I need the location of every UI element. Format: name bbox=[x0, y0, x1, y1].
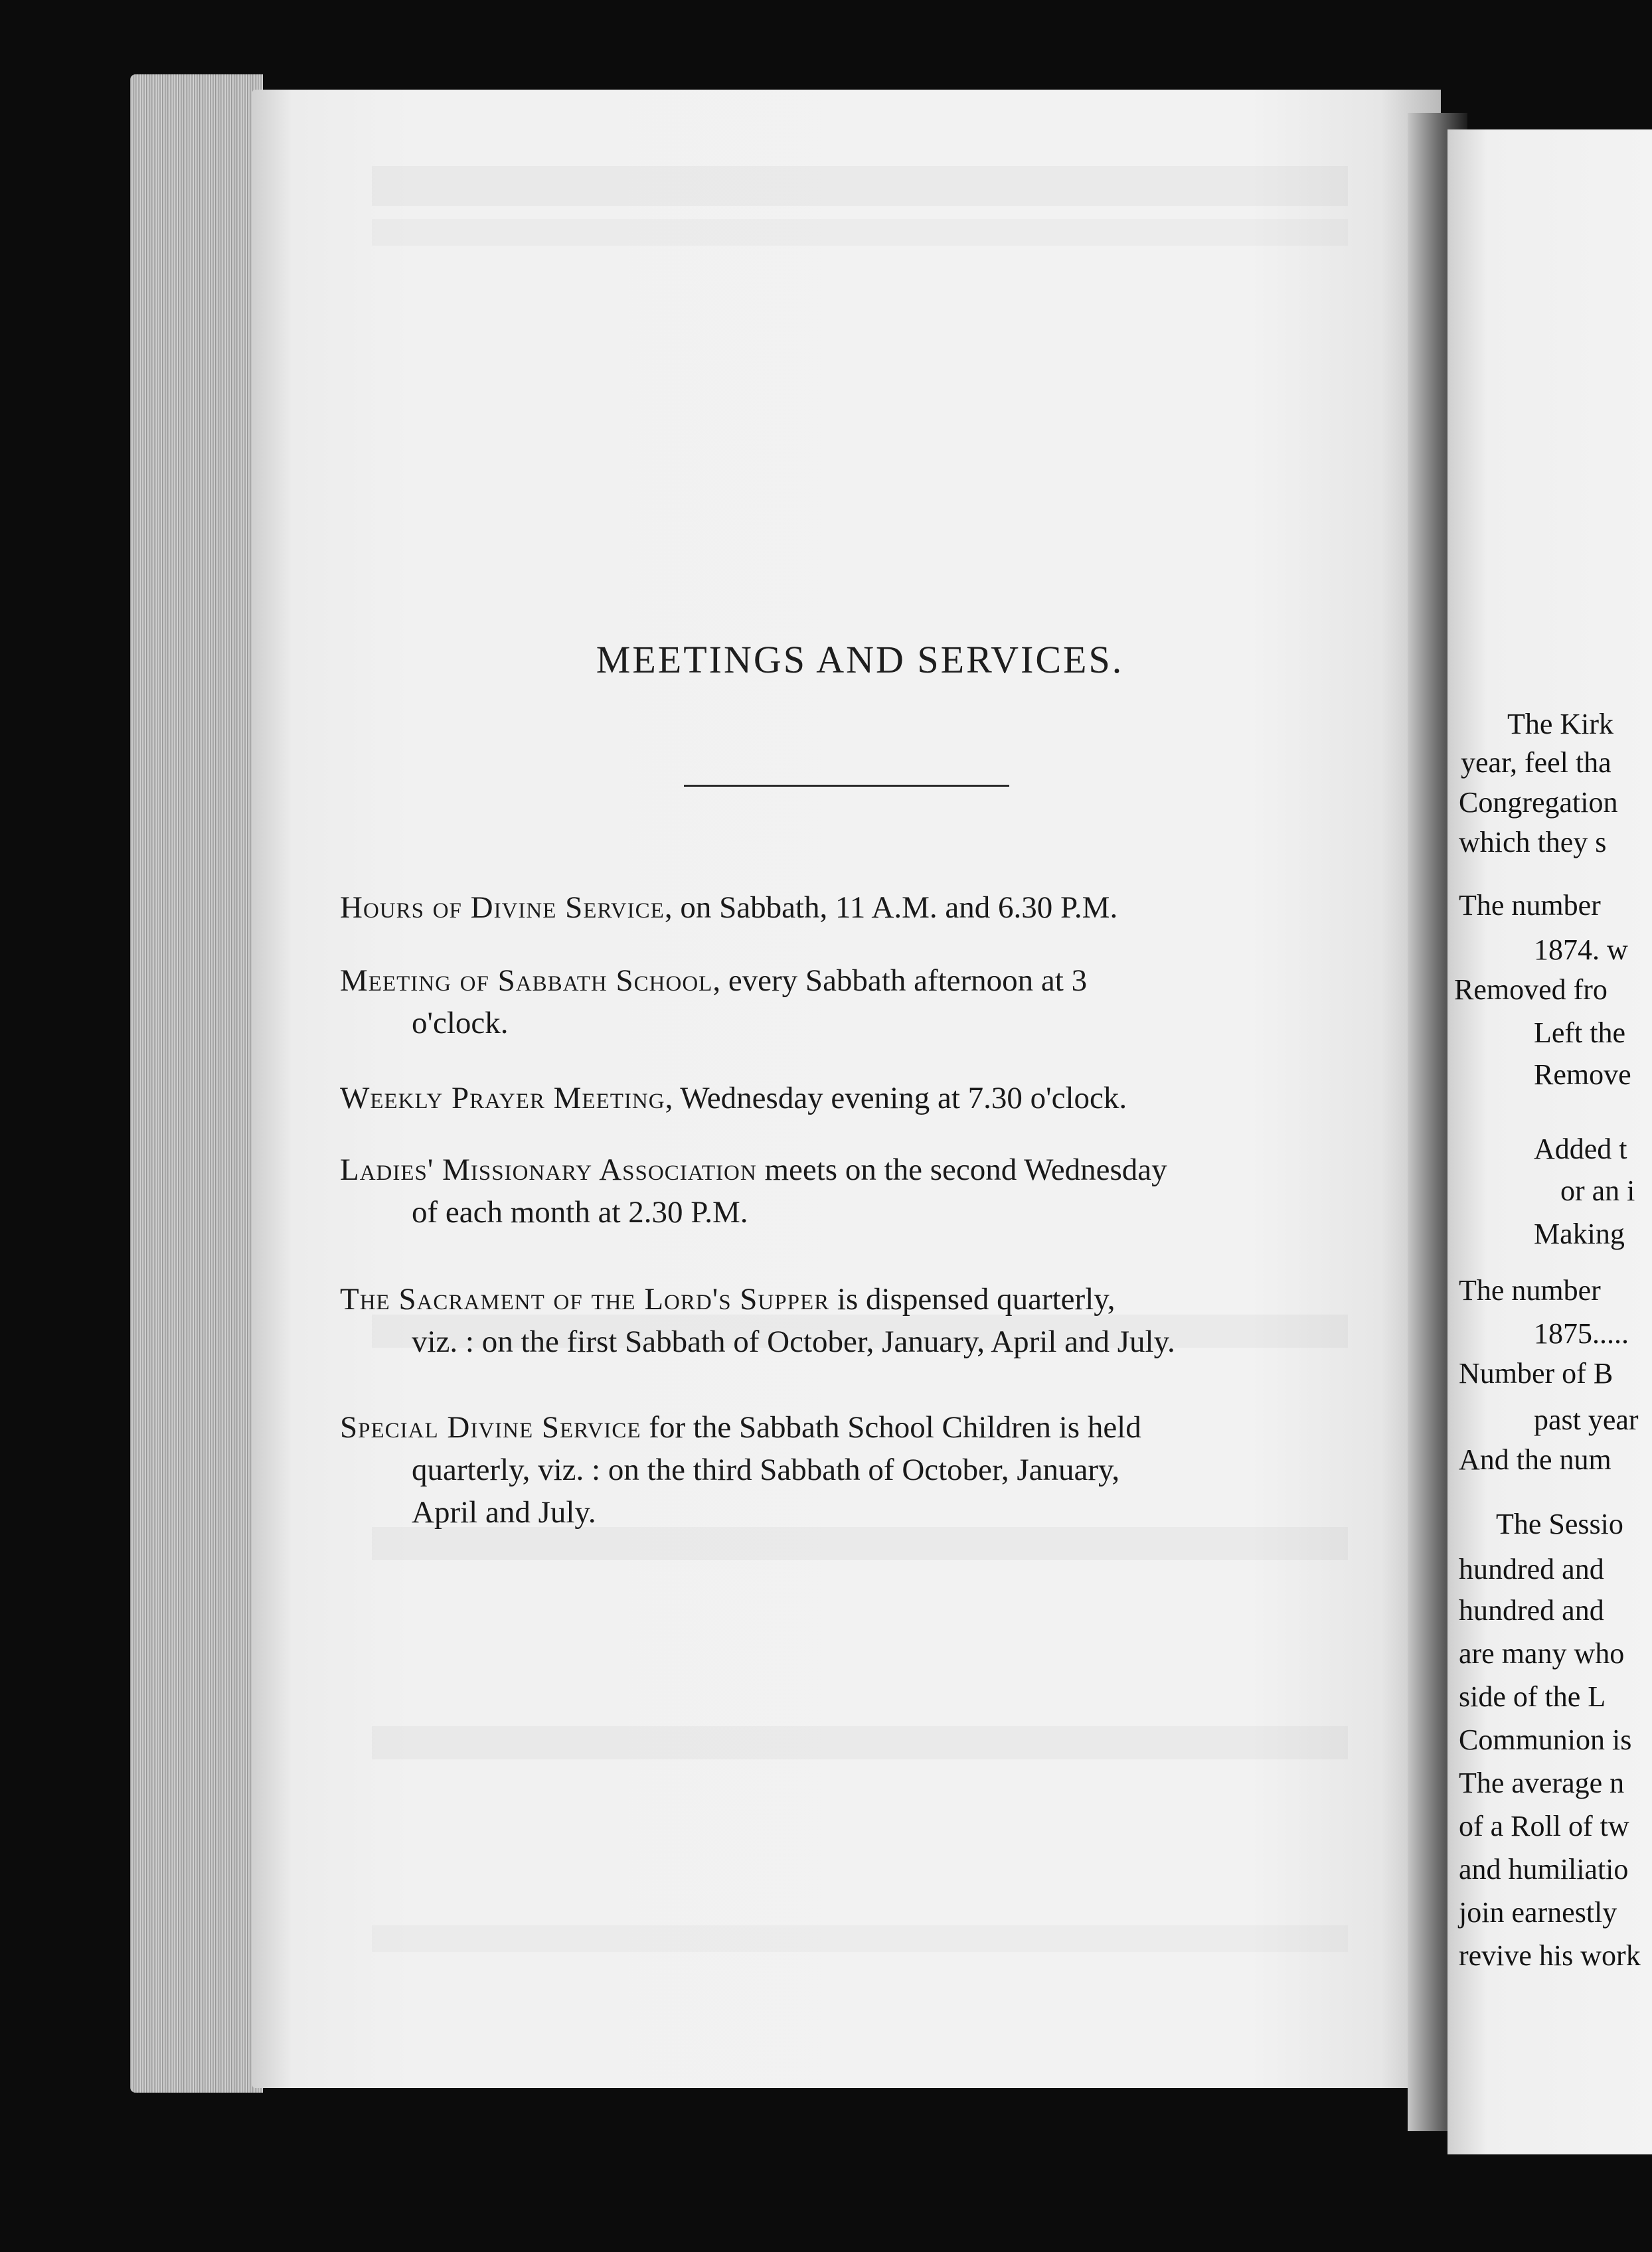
right-line: Added t bbox=[1534, 1133, 1627, 1165]
entry-missionary-association bbox=[340, 1149, 1343, 1234]
title-rule bbox=[684, 785, 1009, 787]
right-line: 1875..... bbox=[1534, 1317, 1629, 1350]
entry-lead: The Sacrament of the Lord's Supper bbox=[340, 1282, 830, 1317]
right-line: Remove bbox=[1534, 1058, 1631, 1091]
entry-lead: Meeting of Sabbath School bbox=[340, 963, 713, 998]
entry-text: for the Sabbath School Children is held bbox=[641, 1410, 1141, 1445]
right-line: The Kirk bbox=[1507, 708, 1614, 740]
right-line: Communion is bbox=[1459, 1724, 1632, 1756]
right-line: join earnestly bbox=[1459, 1896, 1617, 1929]
right-line: The Sessio bbox=[1496, 1508, 1623, 1540]
right-line: The average n bbox=[1459, 1767, 1625, 1799]
entry-continuation: of each month at 2.30 P.M. bbox=[412, 1195, 748, 1230]
right-line: 1874. w bbox=[1534, 933, 1628, 966]
entry-continuation: quarterly, viz. : on the third Sabbath of October, January, bbox=[412, 1453, 1120, 1487]
right-line: are many who bbox=[1459, 1637, 1625, 1670]
right-line: past year bbox=[1534, 1404, 1639, 1436]
entry-text: meets on the second Wednesday bbox=[756, 1153, 1167, 1187]
right-line: year, feel tha bbox=[1461, 746, 1611, 779]
entry-text: , on Sabbath, 11 A.M. and 6.30 P.M. bbox=[664, 890, 1118, 925]
right-line: which they s bbox=[1459, 826, 1607, 858]
right-line: Making bbox=[1534, 1218, 1625, 1250]
entry-continuation: viz. : on the first Sabbath of October, January, April and July. bbox=[412, 1325, 1175, 1359]
entry-continuation: o'clock. bbox=[412, 1006, 509, 1040]
right-line: side of the L bbox=[1459, 1680, 1606, 1713]
entry-lead: Special Divine Service bbox=[340, 1410, 641, 1445]
entry-lead: Weekly Prayer Meeting bbox=[340, 1081, 665, 1115]
page-stack-edge bbox=[130, 74, 263, 2093]
right-line: Removed fro bbox=[1454, 973, 1608, 1006]
right-line: And the num bbox=[1459, 1443, 1611, 1476]
entry-text: is dispensed quarterly, bbox=[829, 1282, 1115, 1317]
entry-lead: Hours of Divine Service bbox=[340, 890, 665, 925]
entry-text: , every Sabbath afternoon at 3 bbox=[712, 963, 1088, 998]
entry-lead: Ladies' Missionary Association bbox=[340, 1153, 757, 1187]
right-line: revive his work bbox=[1459, 1939, 1641, 1972]
page-title: MEETINGS AND SERVICES. bbox=[596, 638, 1124, 681]
right-line: and humiliatio bbox=[1459, 1853, 1629, 1886]
entry-sacrament bbox=[340, 1278, 1343, 1363]
entry-prayer-meeting bbox=[340, 1077, 1343, 1119]
right-line: Left the bbox=[1534, 1016, 1626, 1049]
right-line: hundred and bbox=[1459, 1553, 1604, 1585]
entry-continuation: April and July. bbox=[412, 1495, 596, 1530]
right-line: The number bbox=[1459, 889, 1601, 922]
entry-hours-divine-service bbox=[340, 886, 1343, 929]
right-line: of a Roll of tw bbox=[1459, 1810, 1629, 1842]
entry-special-service bbox=[340, 1406, 1343, 1534]
right-line: The number bbox=[1459, 1274, 1601, 1307]
right-line: or an i bbox=[1560, 1174, 1635, 1207]
entry-sabbath-school bbox=[340, 959, 1343, 1044]
right-line: hundred and bbox=[1459, 1594, 1604, 1627]
right-line: Number of B bbox=[1459, 1357, 1613, 1390]
entry-text: , Wednesday evening at 7.30 o'clock. bbox=[665, 1081, 1127, 1115]
right-line: Congregation bbox=[1459, 786, 1618, 819]
